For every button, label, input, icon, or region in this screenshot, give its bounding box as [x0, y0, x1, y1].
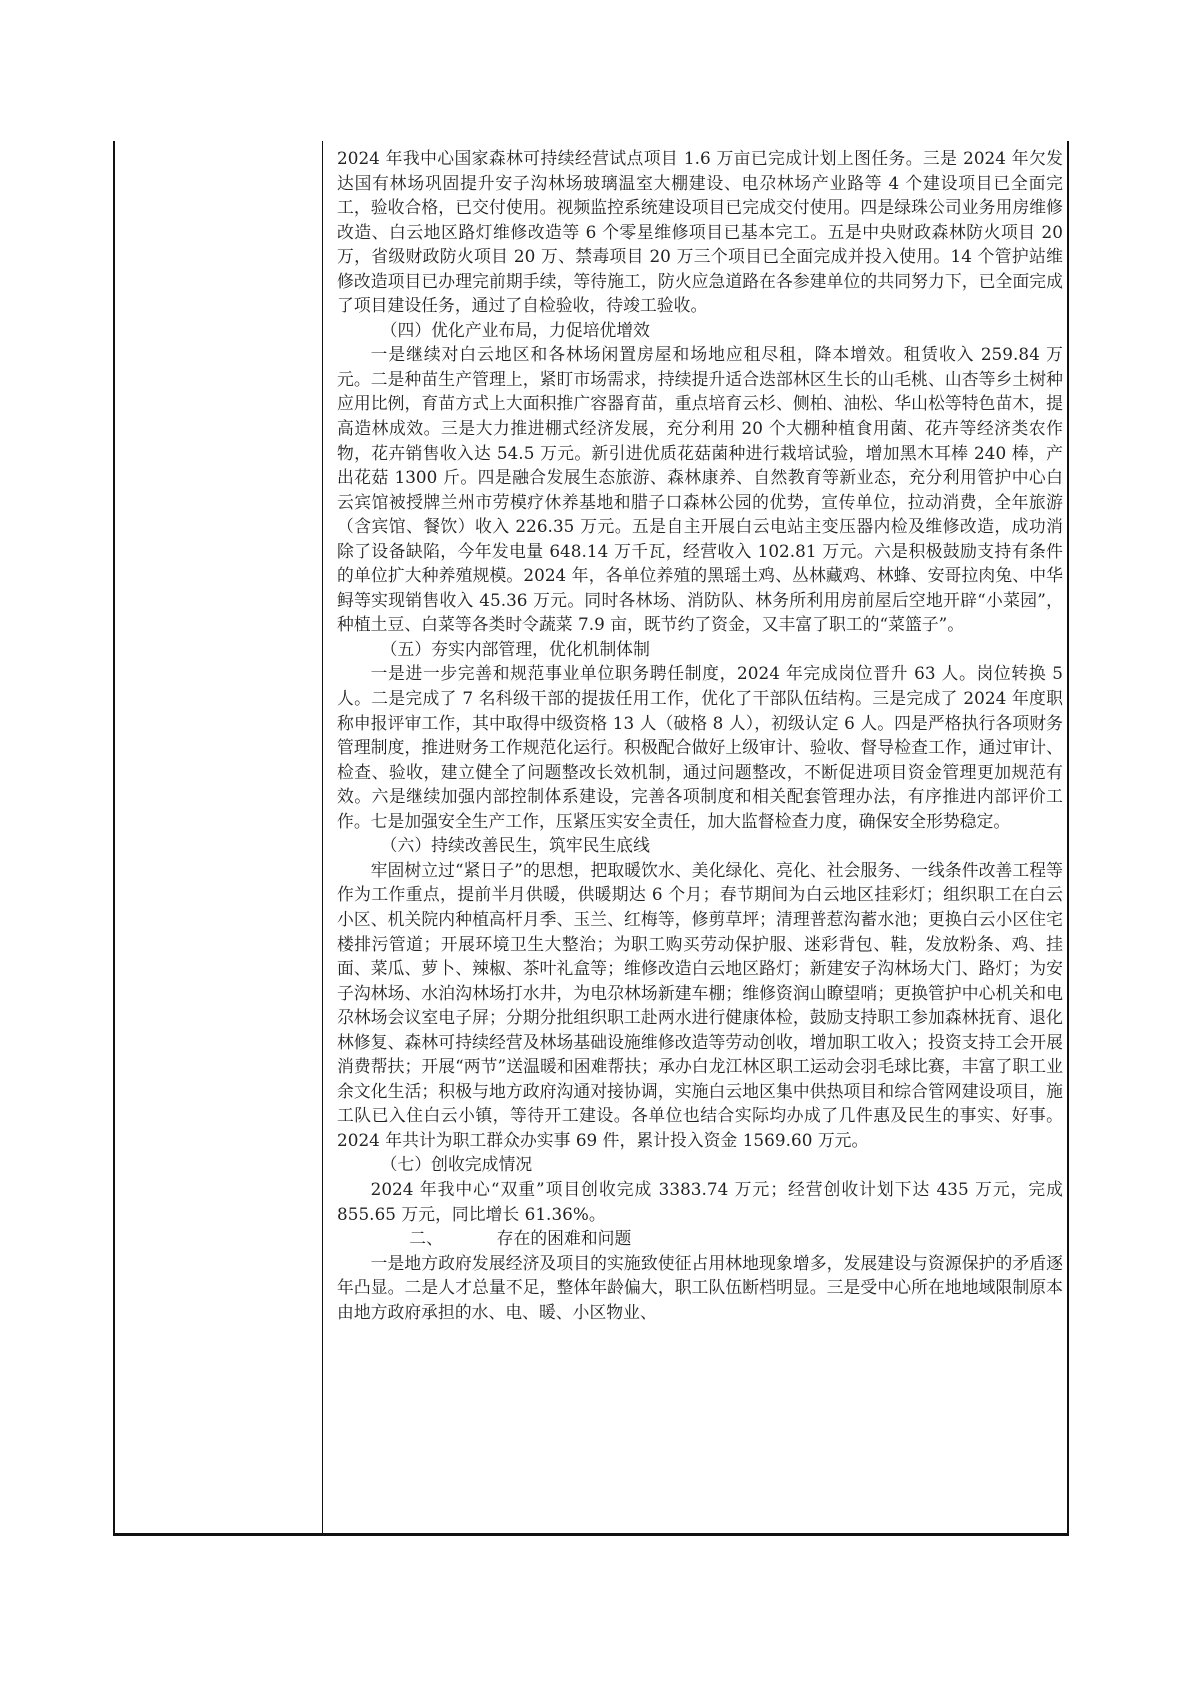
section-heading-5: （五）夯实内部管理，优化机制体制: [380, 638, 650, 659]
chapter-number: 二、: [409, 1228, 443, 1249]
paragraph-industry: 一是继续对白云地区和各林场闲置房屋和场地应租尽租，降本增效。租赁收入 259.84 万元。二是种苗生产管理上，紧盯市场需求，持续提升适合迭部林区生长的山毛桃、山杏等乡土树种应用比例，育苗方式上大面积推广容器育苗，重点培育云杉、侧柏、油松、华山松等特色苗木，提高造林成效。三是大力推进棚式经济发展，充分利用 20 个大棚种植食用菌、花卉等经济类农作物，花卉销售收入达 54.5 万元。新引进优质花菇菌种进行栽培试验，增加黑木耳棒 240 棒，产出花菇 1300 斤。四是融合发展生态旅游、森林康养、自然教育等新业态，充分利用管护中心白云宾馆被授牌兰州市劳模疗休养基地和腊子口森林公园的优势，宣传单位，拉动消费，全年旅游（含宾馆、餐饮）收入 226.35 万元。五是自主开展白云电站主变压器内检及维修改造，成功消除了设备缺陷，今年发电量 648.14 万千瓦，经营收入 102.81 万元。六是积极鼓励支持有条件的单位扩大种养殖规模。2024 年，各单位养殖的黑瑶土鸡、丛林藏鸡、林蜂、安哥拉肉兔、中华鲟等实现销售收入 45.36 万元。同时各林场、消防队、林务所利用房前屋后空地开辟“小菜园”，种植土豆、白菜等各类时令蔬菜 7.9 亩，既节约了资金，又丰富了职工的“菜篮子”。: [337, 344, 1063, 635]
table-label-column: [115, 141, 323, 1533]
chapter-title: 存在的困难和问题: [496, 1228, 632, 1249]
table-frame: [113, 141, 1069, 1536]
paragraph-management: 一是进一步完善和规范事业单位职务聘任制度，2024 年完成岗位晋升 63 人。岗位转换 5 人。二是完成了 7 名科级干部的提拔任用工作，优化了干部队伍结构。三是完成了 2024 年度职称申报评审工作，其中取得中级资格 13 人（破格 8 人），初级认定 6 人。四是严格执行各项财务管理制度，推进财务工作规范化运行。积极配合做好上级审计、验收、督导检查工作，通过审计、检查、验收，建立健全了问题整改长效机制，通过问题整改，不断促进项目资金管理更加规范有效。六是继续加强内部控制体系建设，完善各项制度和相关配套管理办法，有序推进内部评价工作。七是加强安全生产工作，压紧压实安全责任，加大监督检查力度，确保安全形势稳定。: [337, 663, 1063, 831]
paragraph-continued: 2024 年我中心国家森林可持续经营试点项目 1.6 万亩已完成计划上图任务。三是 2024 年欠发达国有林场巩固提升安子沟林场玻璃温室大棚建设、电尕林场产业路等 4 个建设项目已全面完工，验收合格，已交付使用。视频监控系统建设项目已完成交付使用。四是绿珠公司业务用房维修改造、白云地区路灯维修改造等 6 个零星维修项目已基本完工。五是中央财政森林防火项目 20 万，省级财政防火项目 20 万、禁毒项目 20 万三个项目已全面完成并投入使用。14 个管护站维修改造项目已办理完前期手续，等待施工，防火应急道路在各参建单位的共同努力下，已全面完成了项目建设任务，通过了自检验收，待竣工验收。: [337, 148, 1063, 316]
section-heading-6: （六）持续改善民生，筑牢民生底线: [380, 835, 650, 856]
paragraph-livelihood: 牢固树立过“紧日子”的思想，把取暖饮水、美化绿化、亮化、社会服务、一线条件改善工程等作为工作重点，提前半月供暖，供暖期达 6 个月；春节期间为白云地区挂彩灯；组织职工在白云小区、机关院内种植高杆月季、玉兰、红梅等，修剪草坪；清理普惹沟蓄水池；更换白云小区住宅楼排污管道；开展环境卫生大整治；为职工购买劳动保护服、迷彩背包、鞋，发放粉条、鸡、挂面、菜瓜、萝卜、辣椒、茶叶礼盒等；维修改造白云地区路灯；新建安子沟林场大门、路灯；为安子沟林场、水泊沟林场打水井，为电尕林场新建车棚；维修资润山瞭望哨；更换管护中心机关和电尕林场会议室电子屏；分期分批组织职工赴两水进行健康体检，鼓励支持职工参加森林抚育、退化林修复、森林可持续经营及林场基础设施维修改造等劳动创收，增加职工收入；投资支持工会开展消费帮扶；开展“两节”送温暖和困难帮扶；承办白龙江林区职工运动会羽毛球比赛，丰富了职工业余文化生活；积极与地方政府沟通对接协调，实施白云地区集中供热项目和综合管网建设项目，施工队已入住白云小镇，等待开工建设。各单位也结合实际均办成了几件惠及民生的事实、好事。2024 年共计为职工群众办实事 69 件，累计投入资金 1569.60 万元。: [337, 859, 1063, 1150]
chapter-heading-2: [337, 1226, 1063, 1251]
section-heading-4: （四）优化产业布局，力促培优增效: [380, 319, 650, 340]
section-heading-7: （七）创收完成情况: [380, 1154, 533, 1175]
paragraph-problems: 一是地方政府发展经济及项目的实施致使征占用林地现象增多，发展建设与资源保护的矛盾逐年凸显。二是人才总量不足，整体年龄偏大，职工队伍断档明显。三是受中心所在地地域限制原本由地方政府承担的水、电、暖、小区物业、: [337, 1252, 1063, 1322]
paragraph-revenue: 2024 年我中心“双重”项目创收完成 3383.74 万元；经营创收计划下达 435 万元，完成 855.65 万元，同比增长 61.36%。: [337, 1178, 1063, 1224]
table-content-cell: [337, 146, 1063, 1324]
